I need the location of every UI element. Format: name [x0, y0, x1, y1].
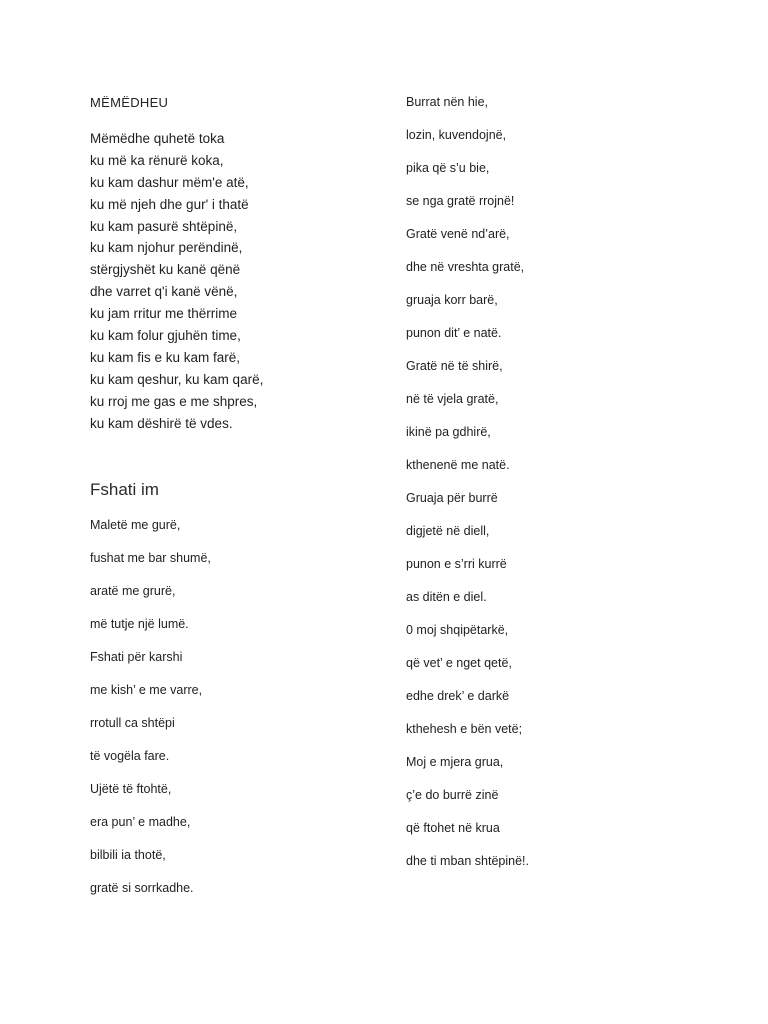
- poem-line: në të vjela gratë,: [406, 392, 499, 407]
- poem-line: dhe ti mban shtëpinë!.: [406, 854, 529, 869]
- poem-line: as ditën e diel.: [406, 590, 487, 605]
- poem-line: Maletë me gurë,: [90, 518, 181, 532]
- poem-line: ku kam qeshur, ku kam qarë,: [90, 371, 264, 387]
- poem-line: edhe drek’ e darkë: [406, 689, 510, 704]
- poem-line: ku kam dashur mëm'e atë,: [90, 174, 249, 190]
- poem-line: më tutje një lumë.: [90, 617, 189, 631]
- poem-line: Ujëtë të ftohtë,: [90, 782, 172, 796]
- poem-line: ku kam dëshirë të vdes.: [90, 415, 233, 431]
- poem-title-fshati-im: Fshati im: [90, 480, 159, 499]
- poem-line: stërgjyshët ku kanë qënë: [90, 262, 241, 278]
- poem-line: rrotull ca shtëpi: [90, 716, 175, 730]
- poem-line: ku kam pasurë shtëpinë,: [90, 218, 238, 234]
- poem-line: që ftohet në krua: [406, 821, 500, 836]
- poem-line: lozin, kuvendojnë,: [406, 128, 507, 143]
- poem-line: ikinë pa gdhirë,: [406, 425, 491, 440]
- poem-line: ku kam fis e ku kam farë,: [90, 349, 241, 365]
- poem-memedheu-stanza: [90, 128, 263, 434]
- poem-line: punon e s’rri kurrë: [406, 557, 507, 572]
- poem-line: aratë me grurë,: [90, 584, 176, 598]
- poem-line: se nga gratë rrojnë!: [406, 194, 515, 209]
- poem-line: Gratë venë nd’arë,: [406, 227, 510, 242]
- poem-line: dhe varret q'i kanë vënë,: [90, 284, 238, 300]
- poem-line: punon dit’ e natë.: [406, 326, 502, 341]
- poem-line: ku rroj me gas e me shpres,: [90, 393, 258, 409]
- poem-line: që vet’ e nget qetë,: [406, 656, 512, 671]
- poem-line: Burrat nën hie,: [406, 95, 488, 109]
- poem-line: ç’e do burrë zinë: [406, 788, 499, 803]
- poem-line: Moj e mjera grua,: [406, 755, 504, 770]
- poem-line: të vogëla fare.: [90, 749, 170, 763]
- poem-fshati-im-stanza: [90, 517, 211, 913]
- poem-line: kthehesh e bën vetë;: [406, 722, 523, 737]
- poem-line: gratë si sorrkadhe.: [90, 881, 194, 895]
- poem-title-memedheu: MËMËDHEU: [90, 95, 169, 110]
- poem-line: era pun’ e madhe,: [90, 815, 191, 829]
- poem-line: digjetë në diell,: [406, 524, 490, 539]
- poem-line: pika që s’u bie,: [406, 161, 490, 176]
- poem-line: bilbili ia thotë,: [90, 848, 166, 862]
- poem-line: dhe në vreshta gratë,: [406, 260, 525, 275]
- poem-line: me kish’ e me varre,: [90, 683, 203, 697]
- poem-line: ku jam rritur me thërrime: [90, 306, 238, 322]
- poem-line: ku kam folur gjuhën time,: [90, 328, 241, 344]
- poem-line: ku më ka rënurë koka,: [90, 152, 224, 168]
- poem-line: Fshati për karshi: [90, 650, 183, 664]
- poem-line: Mëmëdhe quhetë toka: [90, 131, 225, 146]
- poem-line: Gruaja për burrë: [406, 491, 498, 506]
- poem-line: gruaja korr barë,: [406, 293, 498, 308]
- poem-line: 0 moj shqipëtarkë,: [406, 623, 509, 638]
- poem-line: ku më njeh dhe gur' i thatë: [90, 196, 249, 212]
- poem-line: Gratë në të shirë,: [406, 359, 503, 374]
- poem-line: ku kam njohur perëndinë,: [90, 240, 243, 256]
- poem-continuation-stanza: [406, 94, 529, 886]
- poem-line: fushat me bar shumë,: [90, 551, 211, 565]
- poem-line: kthenenë me natë.: [406, 458, 510, 473]
